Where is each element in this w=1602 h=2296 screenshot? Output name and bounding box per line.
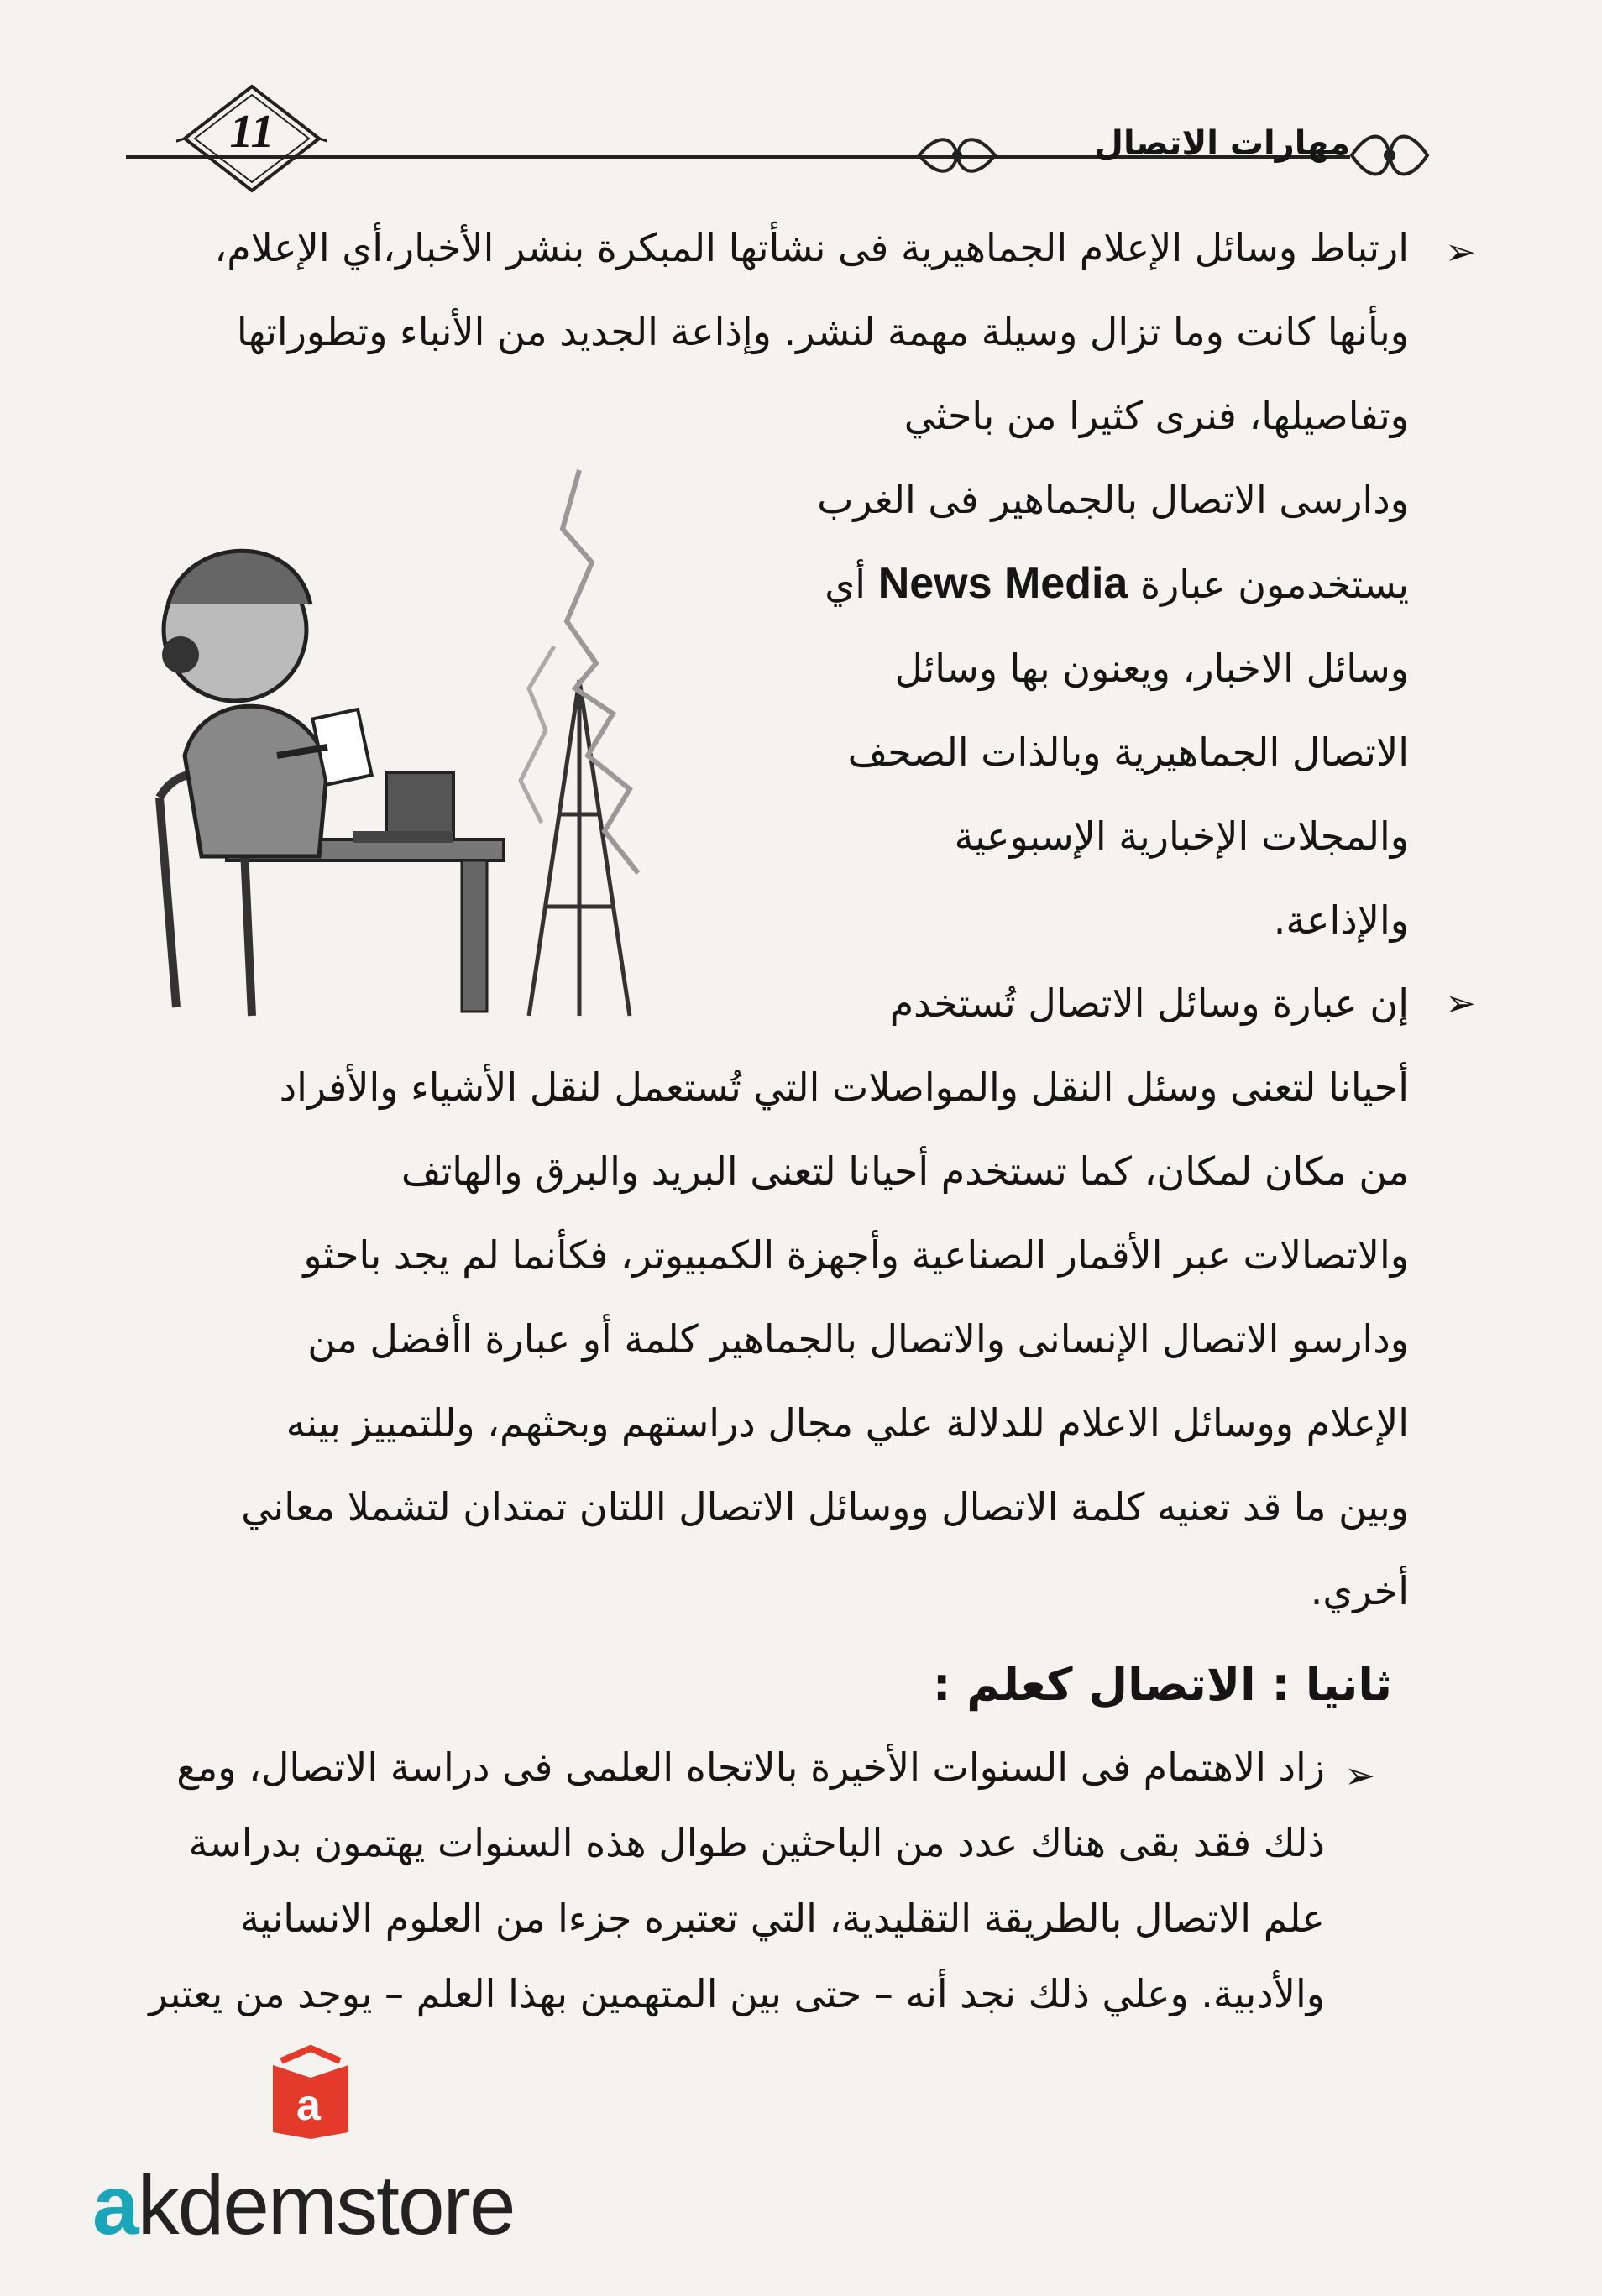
book-cart-logo-icon <box>264 2040 357 2141</box>
text-line: ودارسو الاتصال الإنسانى والاتصال بالجماهير كلمة أو عبارة اأفضل من <box>307 1316 1409 1362</box>
paragraph-2-start <box>687 961 1409 1045</box>
text-line: الإعلام ووسائل الاعلام للدلالة علي مجال دراستهم وبحثهم، وللتمييز بينه <box>285 1400 1409 1446</box>
text-line: ودارسى الاتصال بالجماهير فى الغرب <box>817 477 1409 522</box>
paragraph-1 <box>118 206 1409 374</box>
paragraph-1-wrapped <box>687 374 1409 962</box>
logo-suffix: kdemstore <box>137 2158 515 2252</box>
text-line: والإذاعة. <box>1273 897 1409 943</box>
section-heading: ثانيا : الاتصال كعلم : <box>932 1658 1392 1711</box>
akdemstore-logo <box>92 2040 563 2258</box>
logo-prefix: a <box>92 2158 138 2252</box>
arrowhead-bullet-icon: ➢ <box>1445 982 1476 1025</box>
text-line: وسائل الاخبار، ويعنون بها وسائل <box>894 646 1409 691</box>
arrowhead-bullet-icon: ➢ <box>1445 231 1476 274</box>
header-ornament-left-icon <box>911 130 1003 180</box>
radio-operator-illustration <box>109 437 697 1024</box>
english-term: News Media <box>877 559 1128 608</box>
text-line: أحيانا لتعنى وسئل النقل والمواصلات التي تُستعمل لنقل الأشياء والأفراد <box>279 1064 1409 1110</box>
text-line: ارتباط وسائل الإعلام الجماهيرية فى نشأتها المبكرة بنشر الأخبار،أي الإعلام، <box>214 225 1409 270</box>
text-line: وبأنها كانت وما تزال وسيلة مهمة لنشر. وإذاعة الجديد من الأنباء وتطوراتها <box>236 309 1409 354</box>
svg-text:a: a <box>296 2081 321 2130</box>
paragraph-2 <box>118 1045 1409 1633</box>
text-line: إن عبارة وسائل الاتصال تُستخدم <box>889 981 1409 1026</box>
text-line: الاتصال الجماهيرية وبالذات الصحف <box>847 730 1409 775</box>
page-number-badge <box>176 80 327 197</box>
text-line: وبين ما قد تعنيه كلمة الاتصال ووسائل الاتصال اللتان تمتدان لتشملا معاني <box>241 1484 1409 1530</box>
text-line: والمجلات الإخبارية الإسبوعية <box>954 813 1409 859</box>
text-line: والأدبية. وعلي ذلك نجد أنه – حتى بين المتهمين بهذا العلم – يوجد من يعتبر <box>149 1971 1325 2016</box>
running-title: مهارات الاتصال <box>1094 124 1350 163</box>
text-line <box>687 541 1409 626</box>
text-line: وتفاصيلها، فنرى كثيرا من باحثي <box>903 393 1409 438</box>
arrowhead-bullet-icon: ➢ <box>1344 1755 1375 1797</box>
text-line: زاد الاهتمام فى السنوات الأخيرة بالاتجاه العلمى فى دراسة الاتصال، ومع <box>176 1744 1325 1790</box>
text-line: والاتصالات عبر الأقمار الصناعية وأجهزة الكمبيوتر، فكأنما لم يجد باحثو <box>303 1232 1409 1278</box>
text-line: أخري. <box>1310 1568 1409 1613</box>
logo-wordmark <box>92 2157 514 2254</box>
text-line: من مكان لمكان، كما تستخدم أحيانا لتعنى البريد والبرق والهاتف <box>400 1148 1409 1194</box>
text-line: علم الاتصال بالطريقة التقليدية، التي تعتبره جزءا من العلوم الانسانية <box>239 1896 1325 1941</box>
text-segment: يستخدمون عبارة <box>1139 562 1409 607</box>
text-line: ذلك فقد بقى هناك عدد من الباحثين طوال هذه السنوات يهتمون بدراسة <box>188 1820 1325 1865</box>
page-number: 11 <box>229 106 275 158</box>
header-ornament-right-icon <box>1343 126 1436 185</box>
paragraph-3 <box>118 1729 1325 2032</box>
text-segment: أي <box>825 562 866 607</box>
